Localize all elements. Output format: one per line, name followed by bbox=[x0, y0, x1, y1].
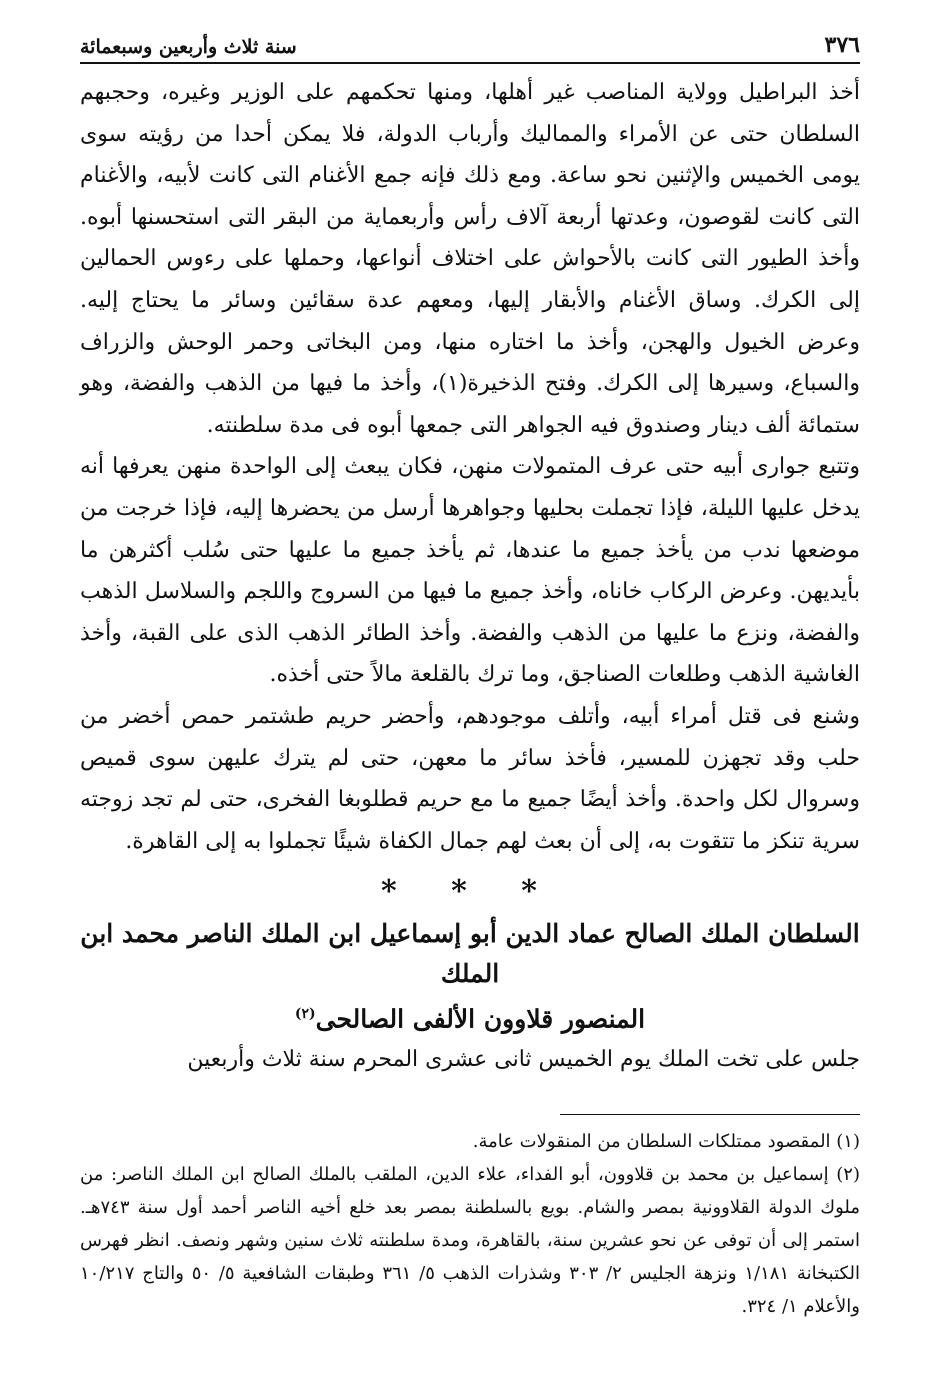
footnote-divider bbox=[560, 1114, 860, 1115]
paragraph: أخذ البراطيل وولاية المناصب غير أهلها، ومنها تحكمهم على الوزير وغيره، وحجبهم السلطان حتى عن الأمراء والمماليك وأرباب الدولة، فلا يمكن أحدا من رؤيته سوى يومى الخميس والإثنين نحو ساعة. ومع ذلك فإنه جمع الأغنام التى كانت لأبيه، والأغنام التى كانت لقوصون، وعدتها أربعة آلاف رأس وأربعماية من البقر التى استحسنها أبوه. وأخذ الطيور التى كانت بالأحواش على اختلاف أنواعها، وحملها على رءوس الحمالين إلى الكرك. وساق الأغنام والأبقار إليها، ومعهم عدة سقائين وسائر ما يحتاج إليه. وعرض الخيول والهجن، وأخذ ما اختاره منها، ومن البخاتى وحمر الوحش والزراف والسباع، وسيرها إلى الكرك. وفتح الذخيرة(١)، وأخذ ما فيها من الذهب والفضة، وهو ستمائة ألف دينار وصندوق فيه الجواهر التى جمعها أبوه فى مدة سلطنته. bbox=[80, 80, 861, 438]
opening-line: جلس على تخت الملك يوم الخميس ثانى عشرى المحرم سنة ثلاث وأربعين bbox=[187, 1046, 860, 1072]
page-header bbox=[80, 32, 860, 64]
paragraph: وشنع فى قتل أمراء أبيه، وأتلف موجودهم، وأحضر حريم طشتمر حمص أخضر من حلب وقد تجهزن للمسير، فأخذ سائر ما معهن، حتى لم يترك عليهن سوى قميص وسروال لكل واحدة. وأخذ أيضًا جميع ما مع حريم قطلوبغا الفخرى، حتى لم تجد زوجته سرية تنكز ما تتقوت به، إلى أن بعث لهم جمال الكفاة شيئًا تجملوا به إلى القاهرة. bbox=[80, 703, 860, 854]
heading-line-text: المنصور قلاوون الألفى الصالحى bbox=[315, 1004, 646, 1034]
heading-line: السلطان الملك الصالح عماد الدين أبو إسماعيل ابن الملك الناصر محمد ابن الملك bbox=[80, 919, 860, 989]
footnote-ref: (٢) bbox=[294, 1006, 316, 1023]
page-number: ٣٧٦ bbox=[824, 32, 860, 58]
paragraph: وتتبع جوارى أبيه حتى عرف المتمولات منهن، فكان يبعث إلى الواحدة منهن يعرفها أنه يدخل عليها الليلة، فإذا تجملت بحليها وجواهرها أرسل من يحضرها إليه، فإذا خرجت من موضعها ندب من يأخذ جميع ما عندها، ثم يأخذ جميع ما عليها حتى سُلب أكثرهن ما بأيديهن. وعرض الركاب خاناه، وأخذ جميع ما فيها من السروج واللجم والسلاسل الذهب والفضة، ونزع ما عليها من الذهب والفضة. وأخذ الطائر الذهب الذى على القبة، وأخذ الغاشية الذهب وطلعات الصناجق، وما ترك بالقلعة مالاً حتى أخذه. bbox=[80, 454, 860, 688]
section-separator: * * * bbox=[381, 874, 559, 910]
heading-line bbox=[80, 994, 860, 1039]
running-title: سنة ثلاث وأربعين وسبعمائة bbox=[80, 36, 297, 58]
footnote: (٢) إسماعيل بن محمد بن قلاوون، أبو الفداء، علاء الدين، الملقب بالملك الصالح ابن الملك الناصر: من ملوك الدولة القلاوونية بمصر والشام. بويع بالسلطنة بمصر بعد خلع أخيه الناصر أحمد أول سنة ٧٤٣هـ. استمر إلى أن توفى عن نحو عشرين سنة، بالقاهرة، ومدة سلطنته ثلاث سنين وشهر ونصف. انظر فهرس الكتبخانة ١/١٨١ ونزهة الجليس ٢/ ٣٠٣ وشذرات الذهب ٥/ ٣٦١ وطبقات الشافعية ٥/ ٥٠ والتاج ١٠/٢١٧ والأعلام ١/ ٣٢٤. bbox=[80, 1163, 860, 1317]
footnotes bbox=[80, 1125, 860, 1323]
footnote: (١) المقصود ممتلكات السلطان من المنقولات عامة. bbox=[472, 1130, 860, 1152]
main-text bbox=[80, 72, 860, 862]
section-heading bbox=[80, 914, 860, 1039]
